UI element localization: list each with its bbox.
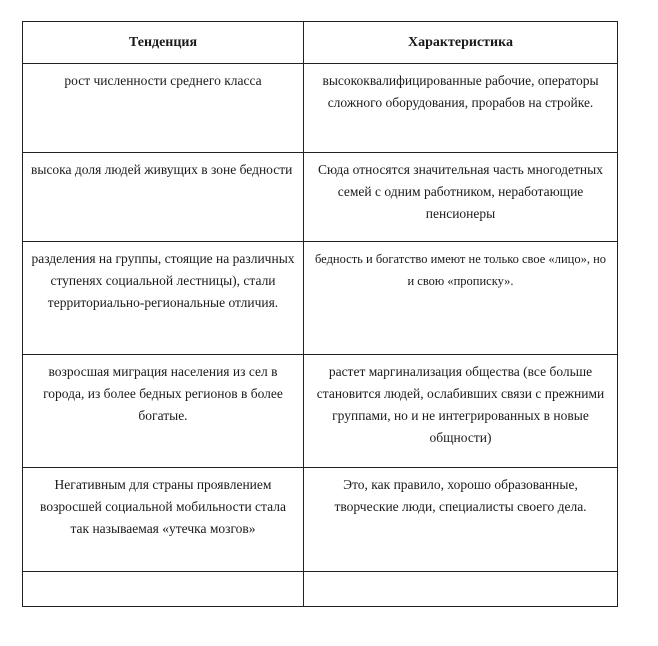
header-tendency: Тенденция: [23, 22, 304, 64]
characteristic-cell: бедность и богатство имеют не только свое «лицо», но и свою «прописку».: [304, 242, 618, 355]
table-row: [23, 64, 618, 153]
characteristic-cell: Это, как правило, хорошо образованные, творческие люди, специалисты своего дела.: [304, 468, 618, 572]
table-header-row: [23, 22, 618, 64]
characteristic-cell: Сюда относятся значительная часть многодетных семей с одним работником, неработающие пенсионеры: [304, 153, 618, 242]
table-row: [23, 468, 618, 572]
tendency-cell: рост численности среднего класса: [23, 64, 304, 153]
tendency-cell: Негативным для страны проявлением возросшей социальной мобильности стала так называемая «утечка мозгов»: [23, 468, 304, 572]
tendency-cell: [23, 572, 304, 607]
table-row: [23, 355, 618, 468]
characteristic-cell: растет маргинализация общества (все больше становится людей, ослабивших связи с прежними группами, но и не интегрированных в новые общности): [304, 355, 618, 468]
table-row: [23, 153, 618, 242]
table-row: [23, 242, 618, 355]
characteristic-cell: высококвалифицированные рабочие, операторы сложного оборудования, прорабов на стройке.: [304, 64, 618, 153]
characteristic-cell: [304, 572, 618, 607]
table-row-empty: [23, 572, 618, 607]
header-characteristic: Характеристика: [304, 22, 618, 64]
tendency-cell: высока доля людей живущих в зоне бедности: [23, 153, 304, 242]
trends-table: [22, 21, 618, 607]
tendency-cell: разделения на группы, стоящие на различных ступенях социальной лестницы), стали территориально-региональные отличия.: [23, 242, 304, 355]
tendency-cell: возросшая миграция населения из сел в города, из более бедных регионов в более богатые.: [23, 355, 304, 468]
